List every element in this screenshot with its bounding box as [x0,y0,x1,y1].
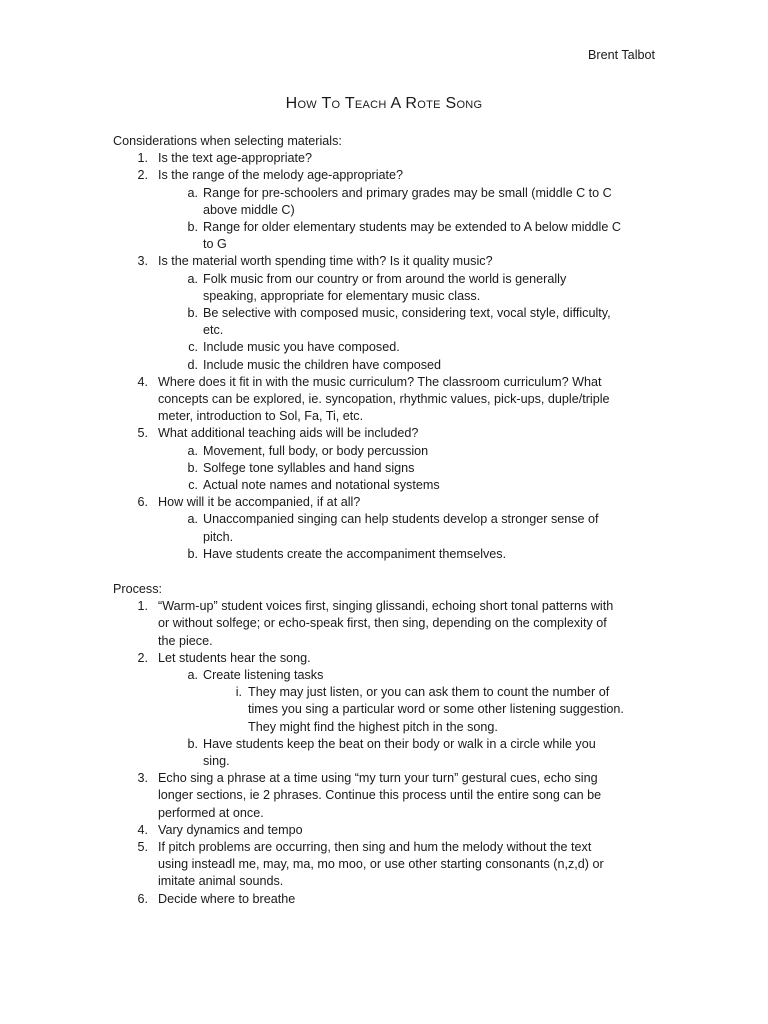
sub-item-number: a. [187,443,198,458]
section-heading-considerations: Considerations when selecting materials: [113,134,342,148]
list-item-number: 3. [137,771,148,786]
sub-item-number: b. [187,306,198,320]
list-item-text: imitate animal sounds. [158,874,284,889]
list-item-text: “Warm-up” student voices first, singing glissandi, echoing short tonal patterns with [158,599,614,614]
sub-item-number: c. [188,340,198,355]
list-item-text: Where does it fit in with the music curriculum? The classroom curriculum? What [158,374,602,389]
section-heading-process: Process: [113,582,162,596]
sub-item-text: Be selective with composed music, considering text, vocal style, difficulty, [203,306,611,320]
sub-item-text: Folk music from our country or from around the world is generally [203,271,567,286]
list-item-text: Echo sing a phrase at a time using “my turn your turn” gestural cues, echo sing [158,771,598,786]
list-item-text: or without solfege; or echo-speak first, then sing, depending on the complexity of [158,616,607,631]
list-item-text: meter, introduction to Sol, Fa, Ti, etc. [158,409,364,424]
author-name: Brent Talbot [588,48,655,62]
sub-item-number: b. [187,460,198,475]
list-item-text: concepts can be explored, ie. syncopation, rhythmic values, pick-ups, duple/triple [158,392,610,406]
list-item-number: 5. [137,840,148,854]
page-title: How To Teach A Rote Song [285,95,483,112]
list-item-text: Is the text age-appropriate? [158,151,313,166]
list-item-number: 6. [137,495,148,510]
list-item-text: longer sections, ie 2 phrases. Continue this process until the entire song can be [158,788,602,803]
list-item-text: What additional teaching aids will be included? [158,426,419,441]
sub-item-text: above middle C) [203,202,295,217]
list-item-number: 6. [137,891,148,906]
sub-item-text: sing. [203,754,230,768]
sub-item-number: a. [187,668,198,682]
sub-item-text: Have students create the accompaniment themselves. [203,546,507,561]
list-item-number: 3. [137,254,148,269]
list-item-text: How will it be accompanied, if at all? [158,495,361,510]
sub-item-number: a. [187,512,198,527]
sub-item-text: Range for pre-schoolers and primary grades may be small (middle C to C [203,185,612,200]
sub-item-text: Solfege tone syllables and hand signs [203,460,415,475]
sub-item-number: d. [187,357,198,372]
list-item-number: 4. [137,374,148,389]
list-item-text: using insteadl me, may, ma, mo moo, or use other starting consonants (n,z,d) or [158,857,604,872]
sub-item-text: Include music you have composed. [203,340,400,355]
sub-sub-item-number: i. [235,685,242,700]
sub-item-text: Movement, full body, or body percussion [203,443,429,458]
sub-sub-item-text: They might find the highest pitch in the song. [248,719,498,734]
list-item-number: 2. [137,650,148,665]
sub-item-text: Range for older elementary students may be extended to A below middle C [203,220,621,234]
list-item-text: Is the range of the melody age-appropriate? [158,168,404,183]
list-item-text: performed at once. [158,805,264,820]
sub-item-text: pitch. [203,529,234,544]
sub-item-text: Unaccompanied singing can help students develop a stronger sense of [203,512,599,527]
sub-item-number: a. [187,271,198,286]
sub-item-text: speaking, appropriate for elementary music class. [203,288,481,303]
sub-item-number: b. [187,220,198,234]
sub-item-text: Create listening tasks [203,668,324,682]
sub-sub-item-text: They may just listen, or you can ask them to count the number of [248,685,610,700]
sub-item-text: to G [203,237,227,252]
sub-item-number: b. [187,736,198,751]
sub-item-text: Have students keep the beat on their body or walk in a circle while you [203,736,596,751]
list-item-text: Vary dynamics and tempo [158,822,303,837]
list-item-number: 5. [137,426,148,441]
list-item-text: If pitch problems are occurring, then sing and hum the melody without the text [158,840,592,854]
sub-item-text: Actual note names and notational systems [203,478,440,492]
list-item-number: 4. [137,822,148,837]
sub-item-text: Include music the children have composed [203,357,442,372]
list-item-number: 1. [137,151,148,166]
list-item-text: Let students hear the song. [158,650,311,665]
list-item-text: Decide where to breathe [158,891,296,906]
sub-item-number: c. [188,478,198,492]
list-item-number: 1. [137,599,148,614]
list-item-number: 2. [137,168,148,183]
sub-item-number: b. [187,546,198,561]
list-item-text: Is the material worth spending time with? Is it quality music? [158,254,493,269]
list-item-text: the piece. [158,633,213,648]
sub-item-number: a. [187,185,198,200]
sub-sub-item-text: times you sing a particular word or some other listening suggestion. [248,702,624,717]
sub-item-text: etc. [203,323,224,338]
